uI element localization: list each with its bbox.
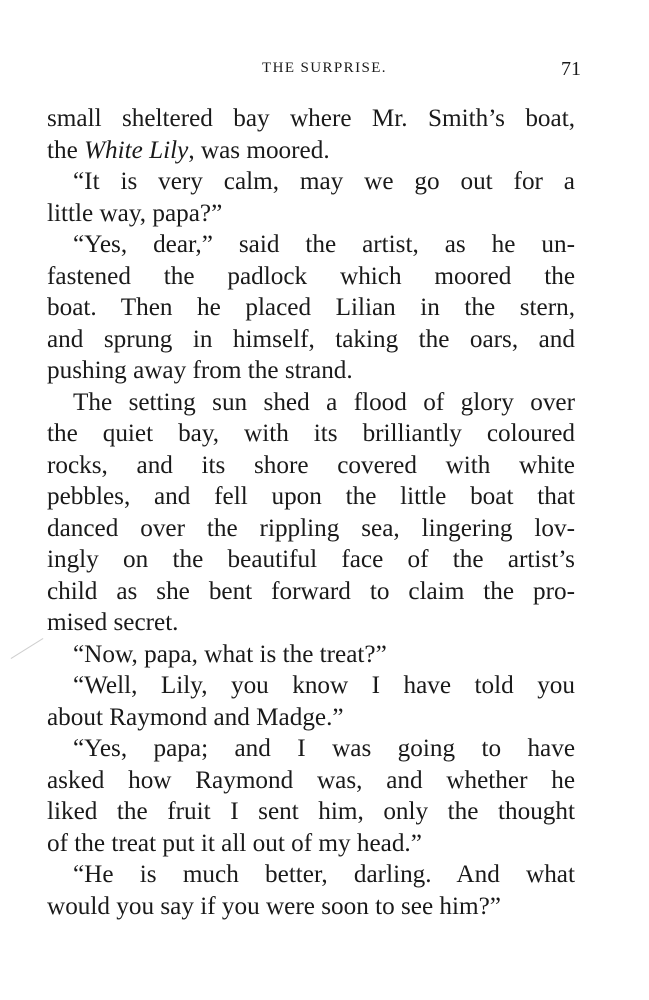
text-line: “Well, Lily, you know I have told you	[73, 672, 575, 699]
text-line: boat. Then he placed Lilian in the stern,	[47, 294, 575, 321]
page-number: 71	[561, 58, 581, 80]
page-header	[0, 58, 649, 84]
text-line: little way, papa?”	[47, 199, 223, 227]
text-line: The setting sun shed a flood of glory over	[73, 388, 575, 416]
text-line: ingly on the beautiful face of the artist’s	[47, 546, 575, 573]
text-line: “He is much better, darling. And what	[73, 861, 575, 888]
body-text	[47, 103, 575, 922]
text-line: mised secret.	[47, 609, 179, 636]
text-line: of the treat put it all out of my head.”	[47, 829, 422, 857]
text-line: “Now, papa, what is the treat?”	[73, 640, 387, 668]
text-line: fastened the padlock which moored the	[47, 262, 575, 290]
text-line: “Yes, papa; and I was going to have	[73, 735, 575, 762]
text-line: “Yes, dear,” said the artist, as he un-	[73, 231, 575, 258]
text-line: liked the fruit I sent him, only the thought	[47, 798, 575, 825]
text-line: pushing away from the strand.	[47, 357, 353, 384]
boat-name: White Lily	[84, 136, 189, 164]
text-line: the White Lily, was moored.	[47, 136, 330, 164]
text-line: pebbles, and fell upon the little boat that	[47, 483, 575, 510]
text-line: child as she bent forward to claim the pro-	[47, 577, 575, 605]
text-line: and sprung in himself, taking the oars, and	[47, 325, 575, 353]
text-line: would you say if you were soon to see him?”	[47, 892, 501, 920]
text-line: danced over the rippling sea, lingering lov-	[47, 514, 575, 542]
text-line: “It is very calm, may we go out for a	[73, 168, 575, 195]
running-title: THE SURPRISE.	[262, 60, 387, 76]
text-line: about Raymond and Madge.”	[47, 703, 344, 731]
text-line: small sheltered bay where Mr. Smith’s boat,	[47, 105, 575, 132]
text-line: asked how Raymond was, and whether he	[47, 766, 575, 794]
text-line: rocks, and its shore covered with white	[47, 451, 575, 479]
margin-mark	[11, 638, 44, 659]
text-line: the quiet bay, with its brilliantly coloured	[47, 420, 575, 447]
